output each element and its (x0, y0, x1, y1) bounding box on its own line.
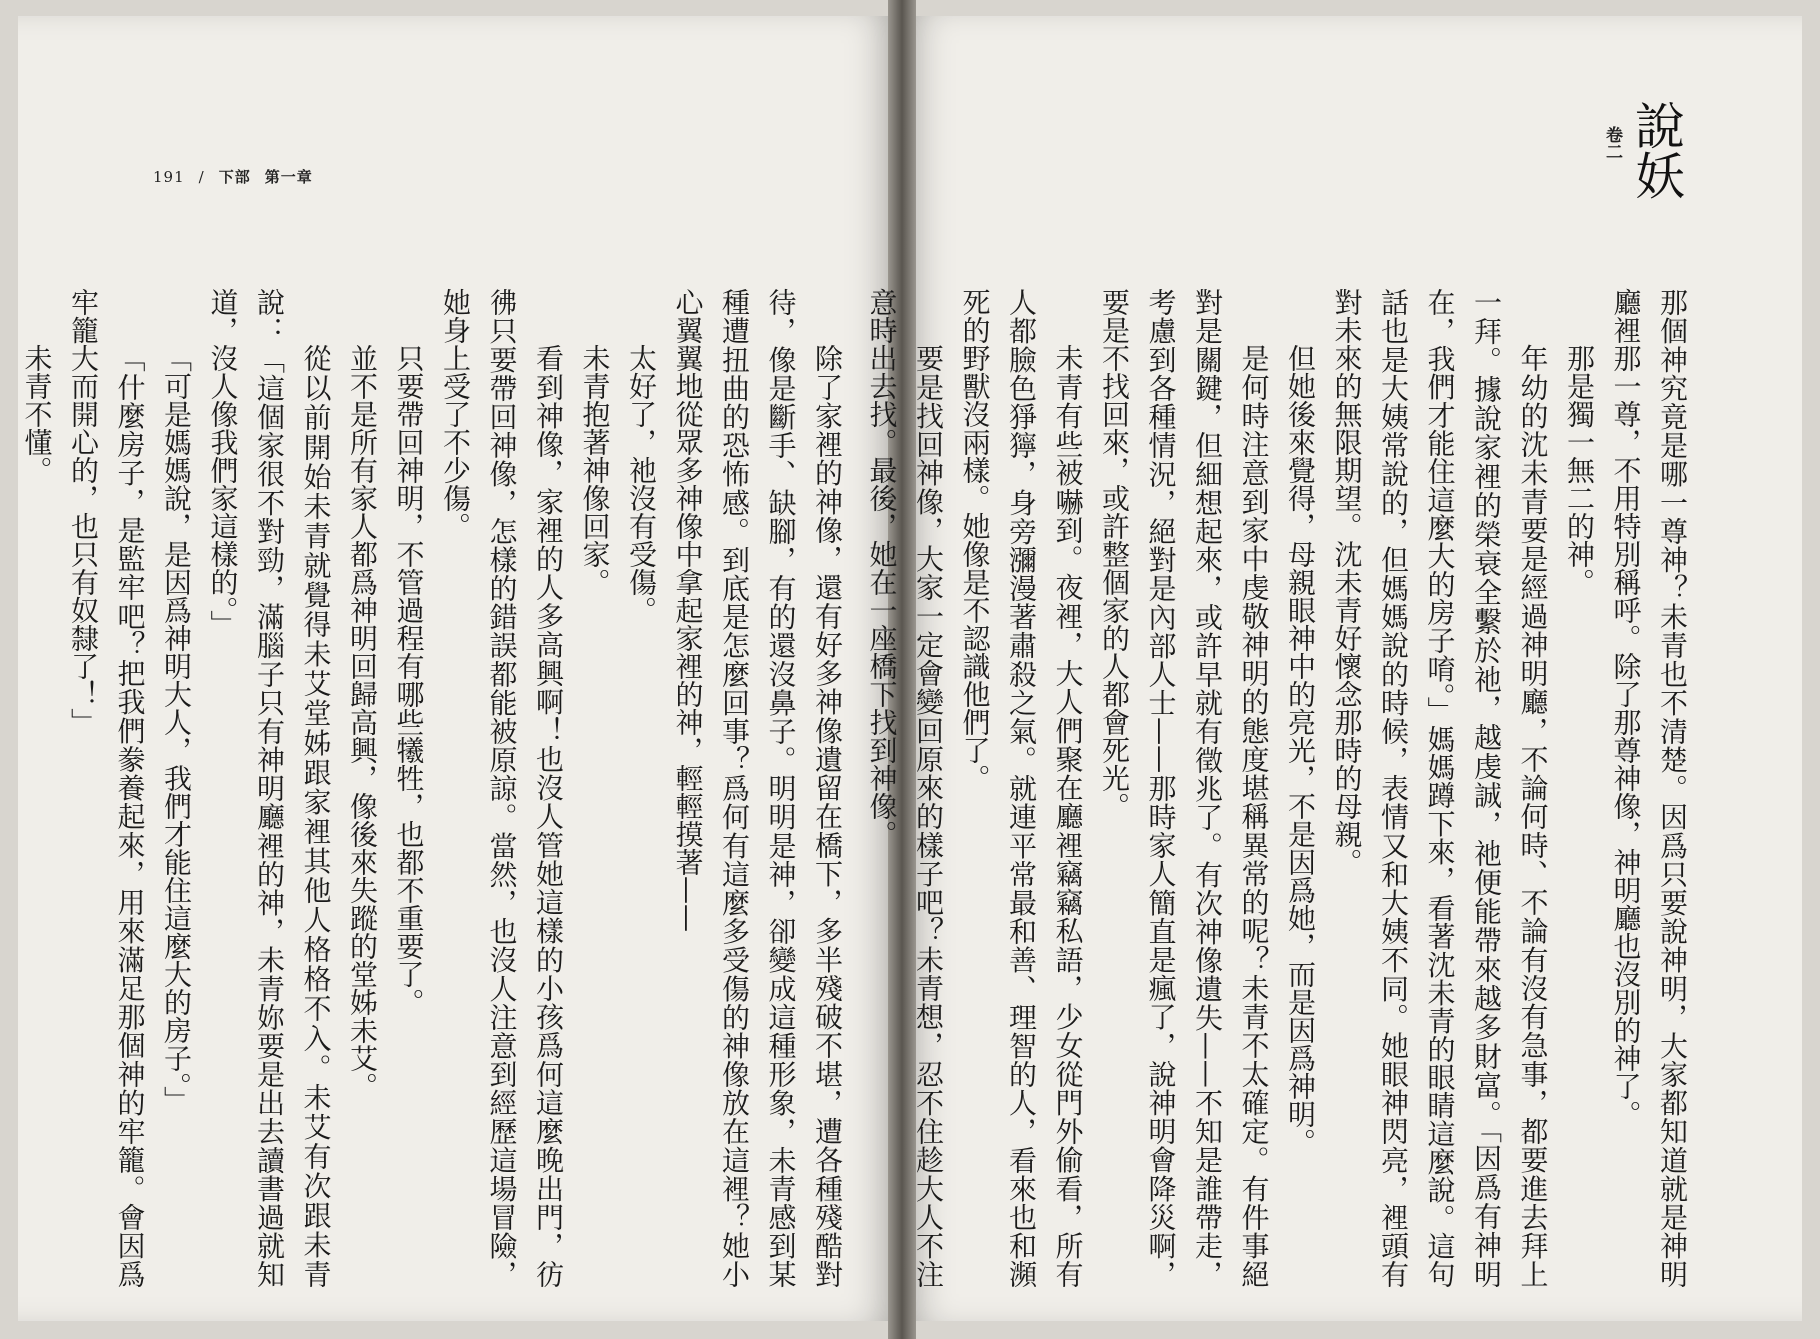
header-separator: / (198, 167, 205, 186)
paragraph: 年幼的沈未青要是經過神明廳，不論何時、不論有沒有急事，都要進去拜上一拜。據說家裡的榮衰全繫於祂，越虔誠，祂便能帶來越多財富。「因爲有神明在，我們才能住這麼大的房子唷。」媽媽蹲下來，看著沈未青的眼睛這麼說。這句話也是大姨常說的，但媽媽說的時候，表情又和大姨不同。她眼神閃亮，裡頭有對未來的無限期望。沈未青好懷念那時的母親。 (1330, 288, 1550, 1288)
paragraph: 並不是所有家人都爲神明回歸高興，像後來失蹤的堂姊未艾。 (346, 344, 379, 1100)
left-page-header (153, 166, 313, 187)
left-page-text (20, 288, 850, 1288)
paragraph: 除了家裡的神像，還有好多神像遺留在橋下，多半殘破不堪，遭各種殘酷對待，像是斷手、缺腳，有的還沒鼻子。明明是神，卻變成這種形象，未青感到某種遭扭曲的恐怖感。到底是怎麼回事？爲何有這麼多受傷的神像放在這裡？她小心翼翼地從眾多神像中拿起家裡的神，輕輕摸著—— (671, 288, 844, 1288)
paragraph: 看到神像，家裡的人多高興啊！也沒人管她這樣的小孩爲何這麼晚出門，彷彿只要帶回神像，怎樣的錯誤都能被原諒。當然，也沒人注意到經歷這場冒險，她身上受了不少傷。 (439, 288, 565, 1288)
paragraph: 只要帶回神明，不管過程有哪些犧牲，也都不重要了。 (392, 344, 426, 1016)
paragraph: 那是獨一無二的神。 (1563, 344, 1596, 596)
paragraph: 「什麼房子，是監牢吧？把我們豢養起來，用來滿足那個神的牢籠。會因爲牢籠大而開心的，也只有奴隸了！」 (67, 288, 147, 1288)
paragraph: 未青抱著神像回家。 (578, 344, 612, 596)
book-title: 說妖 (1627, 100, 1685, 200)
paragraph: 未青不懂。 (20, 344, 54, 484)
paragraph: 但她後來覺得，母親眼神中的亮光，不是因爲她，而是因爲神明。 (1284, 344, 1317, 1156)
chapter-title: 第一章 (264, 168, 313, 186)
page-number: 191 (153, 167, 185, 186)
paragraph: 要是找回神像，大家一定會變回原來的樣子吧？未青想，忍不住趁大人不注意時出去找。最後，她在一座橋下找到神像。 (865, 288, 945, 1288)
part-title: 下部 (218, 168, 251, 186)
paragraph: 未青有些被嚇到。夜裡，大人們聚在廳裡竊竊私語，少女從門外偷看，所有人都臉色猙獰，身旁瀰漫著肅殺之氣。就連平常最和善、理智的人，看來也和瀕死的野獸沒兩樣。她像是不認識他們了。 (958, 288, 1085, 1288)
volume-label: 卷二 (1602, 126, 1622, 160)
paragraph: 從以前開始未青就覺得未艾堂姊跟家裡其他人格格不入。未艾有次跟未青說：「這個家很不對勁，滿腦子只有神明廳裡的神，未青妳要是出去讀書過就知道，沒人像我們家這樣的。」 (206, 288, 333, 1288)
right-page-header (1600, 100, 1685, 200)
right-page-text (865, 288, 1695, 1288)
paragraph: 太好了，祂沒有受傷。 (625, 344, 658, 624)
paragraph: 那個神究竟是哪一尊神？未青也不清楚。因爲只要說神明，大家都知道就是神明廳裡那一尊，不用特別稱呼。除了那尊神像，神明廳也沒別的神了。 (1609, 288, 1689, 1288)
paragraph: 「可是媽媽說，是因爲神明大人，我們才能住這麼大的房子。」 (160, 344, 193, 1114)
paragraph: 是何時注意到家中虔敬神明的態度堪稱異常的呢？未青不太確定。有件事絕對是關鍵，但細想起來，或許早就有徵兆了。有次神像遺失——不知是誰帶走，考慮到各種情況，絕對是內部人士——那時家人簡直是瘋了，說神明會降災啊，要是不找回來，或許整個家的人都會死光。 (1098, 288, 1271, 1288)
